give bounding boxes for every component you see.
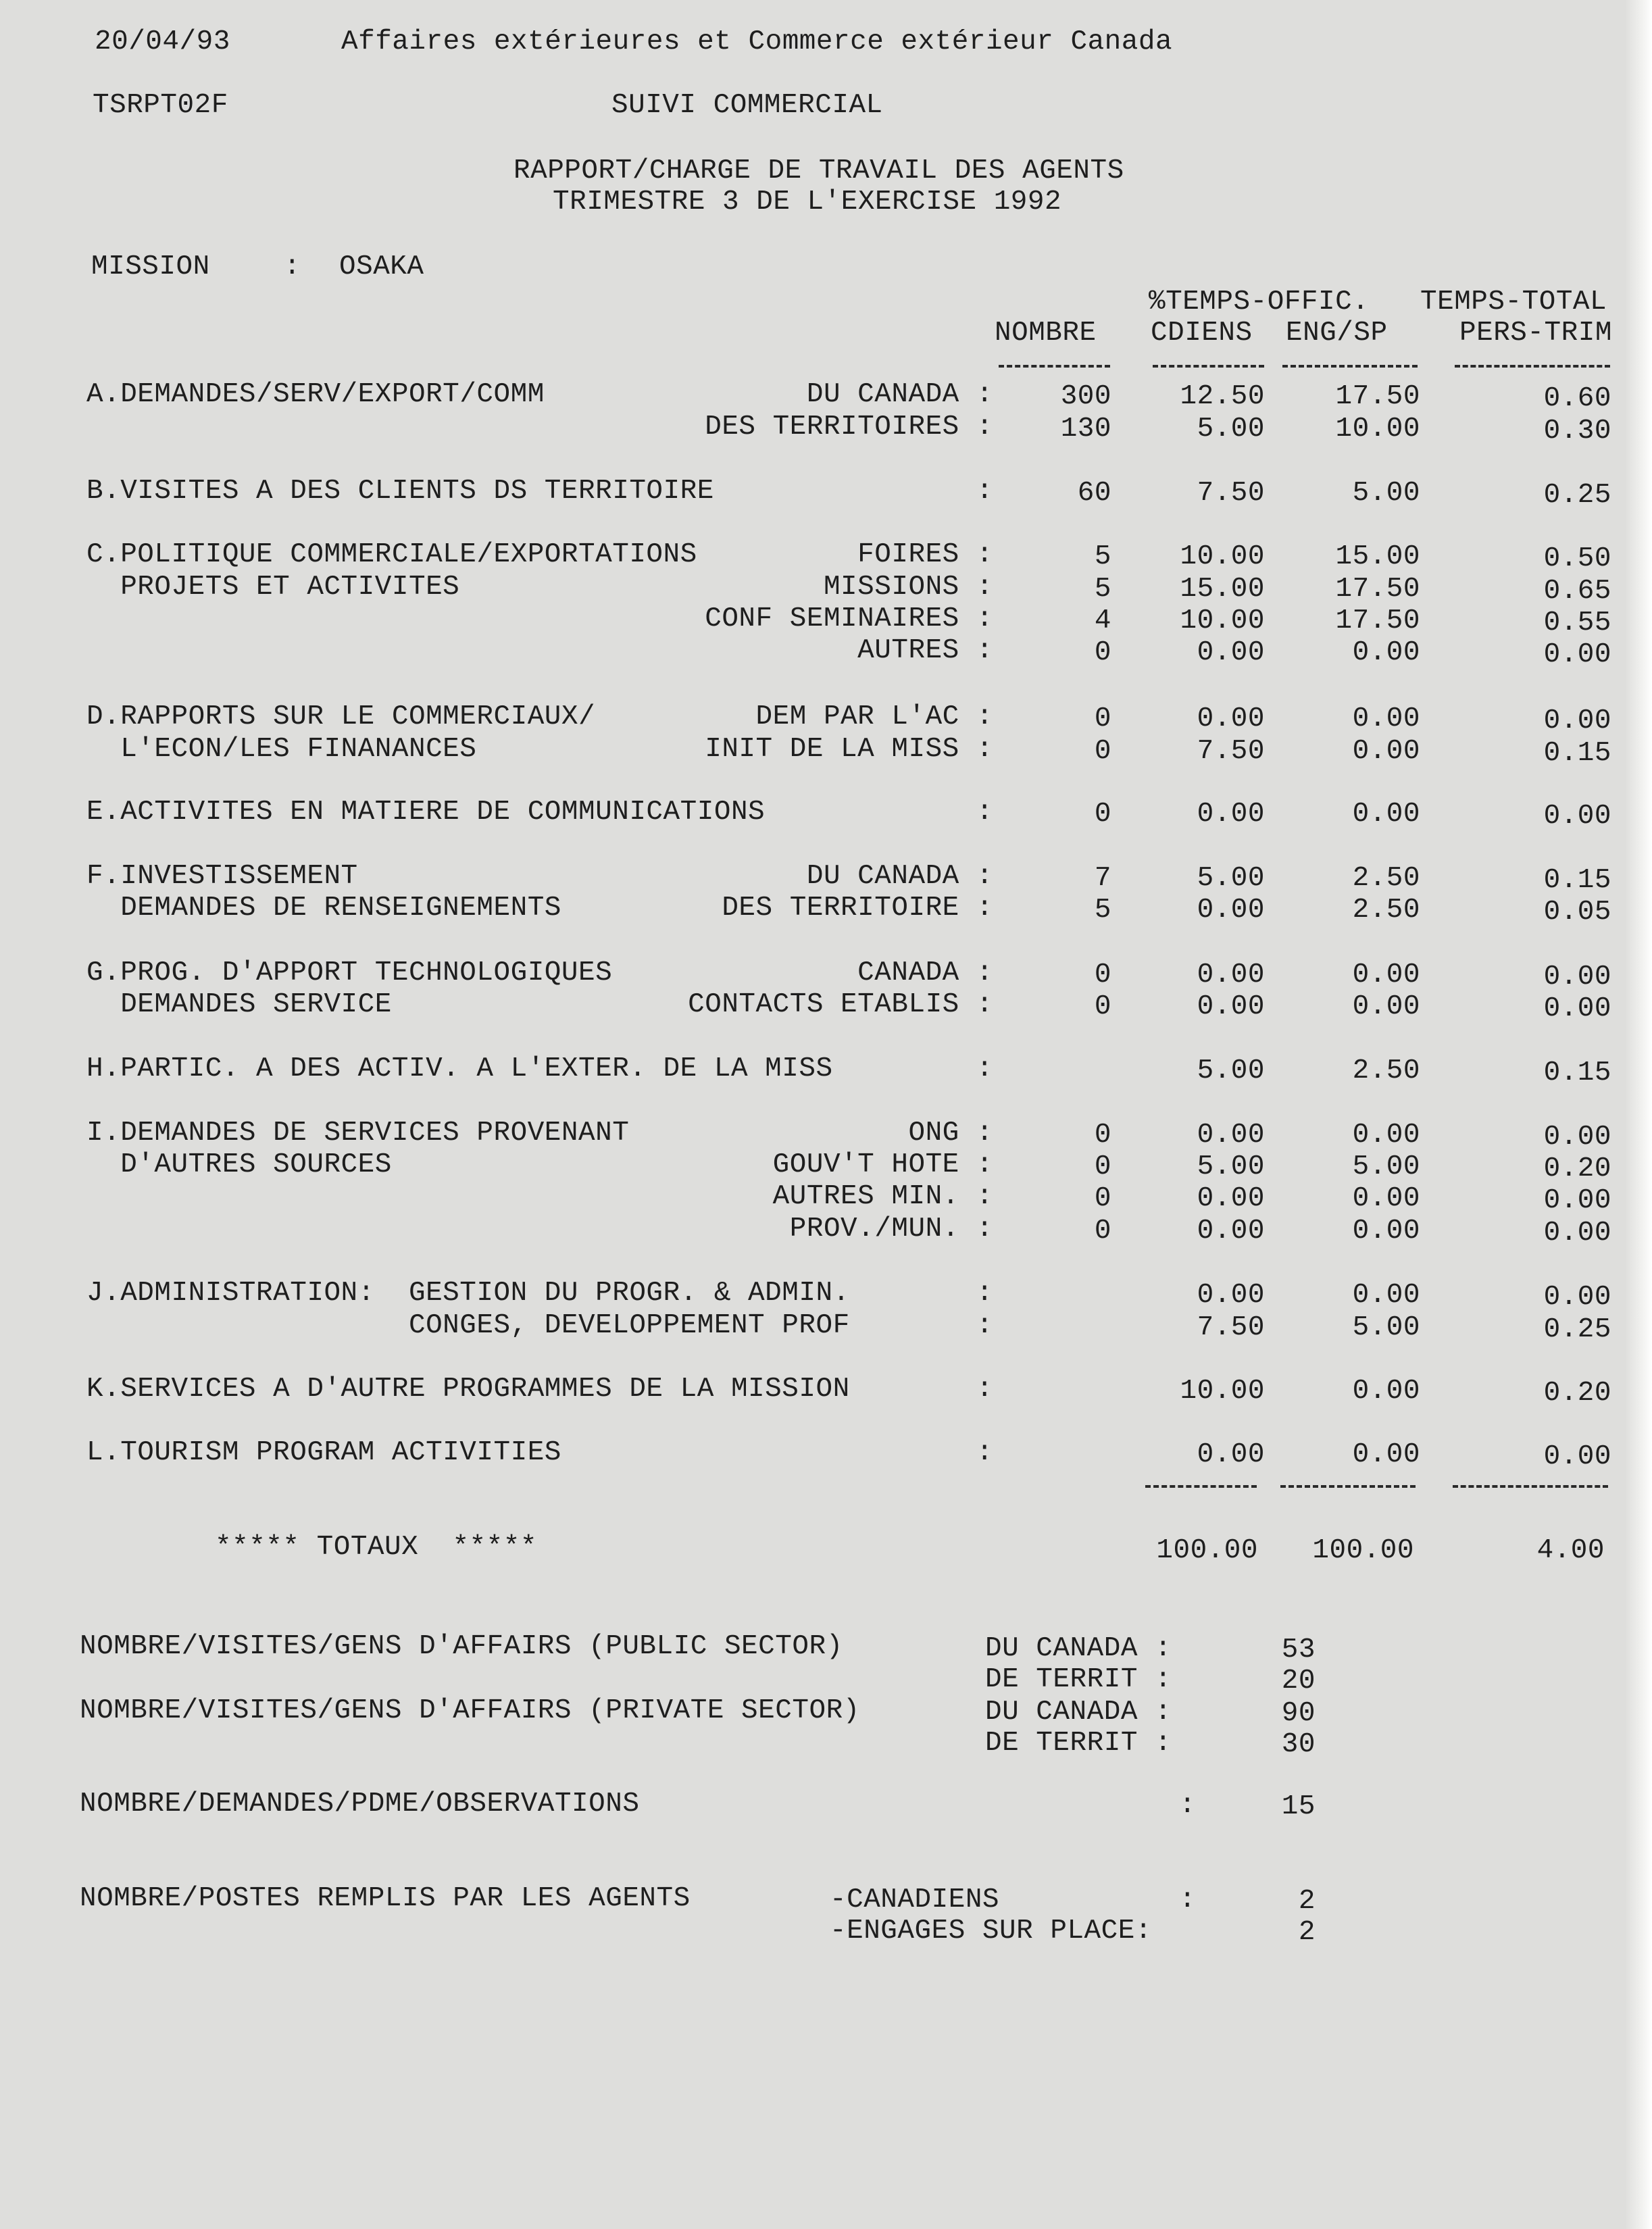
system-name: SUIVI COMMERCIAL	[611, 90, 883, 121]
row-engsp: 0.00	[1352, 1216, 1420, 1247]
row-subcategory: CONF SEMINAIRES :	[705, 603, 993, 634]
row-category: F.INVESTISSEMENT	[86, 861, 358, 892]
row-cdiens: 10.00	[1180, 1376, 1265, 1407]
totals-label: ***** TOTAUX *****	[215, 1532, 537, 1563]
row-pers-trim: 0.00	[1543, 961, 1611, 993]
row-pers-trim: 0.55	[1543, 607, 1611, 638]
row-cdiens: 0.00	[1197, 1439, 1265, 1470]
public-du-canada-value: 53	[1281, 1634, 1316, 1666]
pdme-separator: :	[1179, 1790, 1197, 1821]
row-engsp: 5.00	[1352, 478, 1420, 509]
row-category: C.POLITIQUE COMMERCIALE/EXPORTATIONS	[86, 539, 697, 570]
row-subcategory: GOUV'T HOTE :	[772, 1149, 993, 1180]
total-header: TEMPS-TOTAL	[1420, 286, 1607, 318]
pdme-label: NOMBRE/DEMANDES/PDME/OBSERVATIONS	[80, 1788, 640, 1820]
row-engsp: 2.50	[1352, 863, 1420, 894]
divider	[1280, 1485, 1416, 1488]
row-engsp: 17.50	[1335, 381, 1420, 412]
row-pers-trim: 0.20	[1543, 1153, 1611, 1184]
row-category: K.SERVICES A D'AUTRE PROGRAMMES DE LA MISSION	[86, 1374, 850, 1405]
row-cdiens: 7.50	[1197, 736, 1265, 767]
row-engsp: 0.00	[1352, 1120, 1420, 1151]
row-category: L.TOURISM PROGRAM ACTIVITIES	[86, 1437, 561, 1468]
row-subcategory: :	[976, 1374, 993, 1405]
row-nombre: 0	[1094, 1216, 1111, 1247]
engages-label: -ENGAGES SUR PLACE:	[830, 1915, 1152, 1947]
row-subcategory: CONTACTS ETABLIS :	[688, 989, 993, 1020]
row-subcategory: :	[976, 1278, 993, 1309]
row-cdiens: 0.00	[1197, 991, 1265, 1022]
mission-label: MISSION	[91, 251, 210, 282]
postes-label: NOMBRE/POSTES REMPLIS PAR LES AGENTS	[80, 1883, 691, 1914]
row-engsp: 17.50	[1335, 574, 1420, 605]
row-pers-trim: 0.25	[1543, 1314, 1611, 1345]
row-engsp: 0.00	[1352, 959, 1420, 991]
row-nombre: 0	[1094, 1183, 1111, 1214]
row-subcategory: ONG :	[908, 1118, 993, 1149]
row-category: DEMANDES SERVICE	[86, 989, 392, 1020]
row-subcategory: :	[976, 476, 993, 507]
row-pers-trim: 0.15	[1543, 1057, 1611, 1088]
row-engsp: 0.00	[1352, 1376, 1420, 1407]
row-nombre: 7	[1094, 863, 1111, 894]
row-pers-trim: 0.00	[1543, 1282, 1611, 1313]
row-subcategory: :	[976, 797, 993, 828]
row-subcategory: :	[976, 1053, 993, 1084]
row-engsp: 2.50	[1352, 895, 1420, 926]
row-nombre: 0	[1094, 1120, 1111, 1151]
private-de-territ-value: 30	[1281, 1729, 1316, 1760]
row-subcategory: DU CANADA :	[806, 861, 993, 892]
row-engsp: 0.00	[1352, 703, 1420, 734]
row-pers-trim: 0.60	[1543, 383, 1611, 414]
row-subcategory: INIT DE LA MISS :	[705, 734, 993, 765]
public-de-territ-label: DE TERRIT :	[985, 1664, 1172, 1695]
canadiens-separator: :	[1179, 1884, 1197, 1915]
row-nombre: 300	[1060, 381, 1111, 412]
row-nombre: 60	[1077, 478, 1111, 509]
row-category: D.RAPPORTS SUR LE COMMERCIAUX/	[86, 701, 596, 732]
row-engsp: 2.50	[1352, 1055, 1420, 1086]
mission-value: OSAKA	[339, 251, 424, 282]
canadiens-label: -CANADIENS	[830, 1884, 1000, 1915]
row-cdiens: 5.00	[1197, 863, 1265, 894]
row-pers-trim: 0.00	[1543, 1185, 1611, 1216]
row-cdiens: 0.00	[1197, 895, 1265, 926]
row-nombre: 130	[1060, 414, 1111, 445]
row-engsp: 0.00	[1352, 637, 1420, 668]
mission-separator: :	[284, 251, 301, 282]
row-engsp: 0.00	[1352, 736, 1420, 767]
row-pers-trim: 0.00	[1543, 801, 1611, 832]
col-nombre: NOMBRE	[995, 318, 1097, 349]
row-subcategory: AUTRES :	[857, 635, 993, 666]
row-category: DEMANDES DE RENSEIGNEMENTS	[86, 893, 561, 924]
divider	[1282, 365, 1418, 368]
row-cdiens: 0.00	[1197, 959, 1265, 991]
row-cdiens: 5.00	[1197, 1151, 1265, 1182]
row-cdiens: 5.00	[1197, 1055, 1265, 1086]
row-engsp: 10.00	[1335, 414, 1420, 445]
row-subcategory: AUTRES MIN. :	[772, 1181, 993, 1212]
row-engsp: 17.50	[1335, 605, 1420, 636]
row-subcategory: DES TERRITOIRE :	[722, 893, 993, 924]
row-category: L'ECON/LES FINANANCES	[86, 734, 477, 765]
row-category: D'AUTRES SOURCES	[86, 1149, 392, 1180]
row-cdiens: 0.00	[1197, 1280, 1265, 1311]
row-pers-trim: 0.05	[1543, 897, 1611, 928]
row-subcategory: DEM PAR L'AC :	[755, 701, 993, 732]
row-subcategory: :	[976, 1437, 993, 1468]
row-nombre: 4	[1094, 605, 1111, 636]
row-engsp: 5.00	[1352, 1151, 1420, 1182]
private-sector-label: NOMBRE/VISITES/GENS D'AFFAIRS (PRIVATE SECTOR)	[80, 1695, 860, 1726]
row-category: B.VISITES A DES CLIENTS DS TERRITOIRE	[86, 476, 714, 507]
row-pers-trim: 0.00	[1543, 993, 1611, 1024]
row-pers-trim: 0.00	[1543, 705, 1611, 736]
row-cdiens: 7.50	[1197, 478, 1265, 509]
totals-engsp: 100.00	[1312, 1535, 1414, 1566]
divider	[1145, 1485, 1257, 1488]
row-nombre: 5	[1094, 541, 1111, 572]
col-cdiens: CDIENS	[1151, 318, 1253, 349]
row-cdiens: 15.00	[1180, 574, 1265, 605]
row-nombre: 0	[1094, 637, 1111, 668]
row-subcategory: DU CANADA :	[806, 379, 993, 410]
row-pers-trim: 0.50	[1543, 543, 1611, 574]
row-pers-trim: 0.30	[1543, 416, 1611, 447]
row-cdiens: 0.00	[1197, 799, 1265, 830]
canadiens-value: 2	[1298, 1886, 1316, 1917]
row-category: H.PARTIC. A DES ACTIV. A L'EXTER. DE LA MISS	[86, 1053, 833, 1084]
row-nombre: 0	[1094, 736, 1111, 767]
row-category: PROJETS ET ACTIVITES	[86, 572, 460, 603]
private-du-canada-label: DU CANADA :	[985, 1697, 1172, 1728]
report-date: 20/04/93	[95, 26, 230, 57]
divider	[999, 365, 1110, 368]
row-engsp: 15.00	[1335, 541, 1420, 572]
row-cdiens: 10.00	[1180, 541, 1265, 572]
report-code: TSRPT02F	[93, 90, 228, 121]
row-subcategory: PROV./MUN. :	[789, 1213, 993, 1245]
row-nombre: 5	[1094, 574, 1111, 605]
row-cdiens: 5.00	[1197, 414, 1265, 445]
row-pers-trim: 0.15	[1543, 738, 1611, 769]
public-de-territ-value: 20	[1281, 1666, 1316, 1697]
totals-pers-trim: 4.00	[1536, 1535, 1605, 1566]
row-engsp: 5.00	[1352, 1312, 1420, 1343]
pct-header: %TEMPS-OFFIC.	[1149, 286, 1370, 318]
row-subcategory: :	[976, 1310, 993, 1341]
row-pers-trim: 0.25	[1543, 480, 1611, 511]
report-period: TRIMESTRE 3 DE L'EXERCISE 1992	[553, 186, 1062, 218]
row-subcategory: FOIRES :	[857, 539, 993, 570]
row-nombre: 0	[1094, 703, 1111, 734]
col-pers-trim: PERS-TRIM	[1459, 318, 1612, 349]
private-du-canada-value: 90	[1281, 1698, 1316, 1729]
row-pers-trim: 0.00	[1543, 1122, 1611, 1153]
private-de-territ-label: DE TERRIT :	[985, 1728, 1172, 1759]
row-cdiens: 0.00	[1197, 1216, 1265, 1247]
totals-cdiens: 100.00	[1156, 1535, 1258, 1566]
row-nombre: 0	[1094, 799, 1111, 830]
row-engsp: 0.00	[1352, 991, 1420, 1022]
col-engsp: ENG/SP	[1286, 318, 1388, 349]
row-pers-trim: 0.20	[1543, 1378, 1611, 1409]
divider	[1453, 1485, 1608, 1488]
row-pers-trim: 0.15	[1543, 865, 1611, 896]
divider	[1455, 365, 1610, 368]
row-pers-trim: 0.00	[1543, 1441, 1611, 1472]
row-engsp: 0.00	[1352, 1280, 1420, 1311]
row-subcategory: MISSIONS :	[823, 572, 993, 603]
row-cdiens: 7.50	[1197, 1312, 1265, 1343]
row-category: J.ADMINISTRATION: GESTION DU PROGR. & ADMIN.	[86, 1278, 850, 1309]
row-cdiens: 0.00	[1197, 1183, 1265, 1214]
row-subcategory: CANADA :	[857, 957, 993, 988]
row-category: G.PROG. D'APPORT TECHNOLOGIQUES	[86, 957, 613, 988]
row-nombre: 0	[1094, 991, 1111, 1022]
row-category: I.DEMANDES DE SERVICES PROVENANT	[86, 1118, 630, 1149]
row-cdiens: 12.50	[1180, 381, 1265, 412]
divider	[1153, 365, 1264, 368]
department-name: Affaires extérieures et Commerce extérieur Canada	[341, 26, 1173, 57]
row-engsp: 0.00	[1352, 1439, 1420, 1470]
row-category: A.DEMANDES/SERV/EXPORT/COMM	[86, 379, 545, 410]
row-category: E.ACTIVITES EN MATIERE DE COMMUNICATIONS	[86, 797, 766, 828]
pdme-value: 15	[1281, 1791, 1316, 1822]
report-title: RAPPORT/CHARGE DE TRAVAIL DES AGENTS	[514, 155, 1124, 186]
row-category: CONGES, DEVELOPPEMENT PROF	[86, 1310, 850, 1341]
row-cdiens: 0.00	[1197, 637, 1265, 668]
row-cdiens: 10.00	[1180, 605, 1265, 636]
row-cdiens: 0.00	[1197, 703, 1265, 734]
engages-value: 2	[1298, 1917, 1316, 1948]
row-nombre: 0	[1094, 1151, 1111, 1182]
row-engsp: 0.00	[1352, 1183, 1420, 1214]
row-pers-trim: 0.65	[1543, 576, 1611, 607]
public-du-canada-label: DU CANADA :	[985, 1633, 1172, 1664]
row-subcategory: DES TERRITOIRES :	[705, 411, 993, 443]
public-sector-label: NOMBRE/VISITES/GENS D'AFFAIRS (PUBLIC SECTOR)	[80, 1631, 843, 1662]
row-nombre: 0	[1094, 959, 1111, 991]
page-edge	[1625, 0, 1652, 2229]
row-pers-trim: 0.00	[1543, 1218, 1611, 1249]
row-pers-trim: 0.00	[1543, 639, 1611, 670]
row-cdiens: 0.00	[1197, 1120, 1265, 1151]
row-engsp: 0.00	[1352, 799, 1420, 830]
row-nombre: 5	[1094, 895, 1111, 926]
